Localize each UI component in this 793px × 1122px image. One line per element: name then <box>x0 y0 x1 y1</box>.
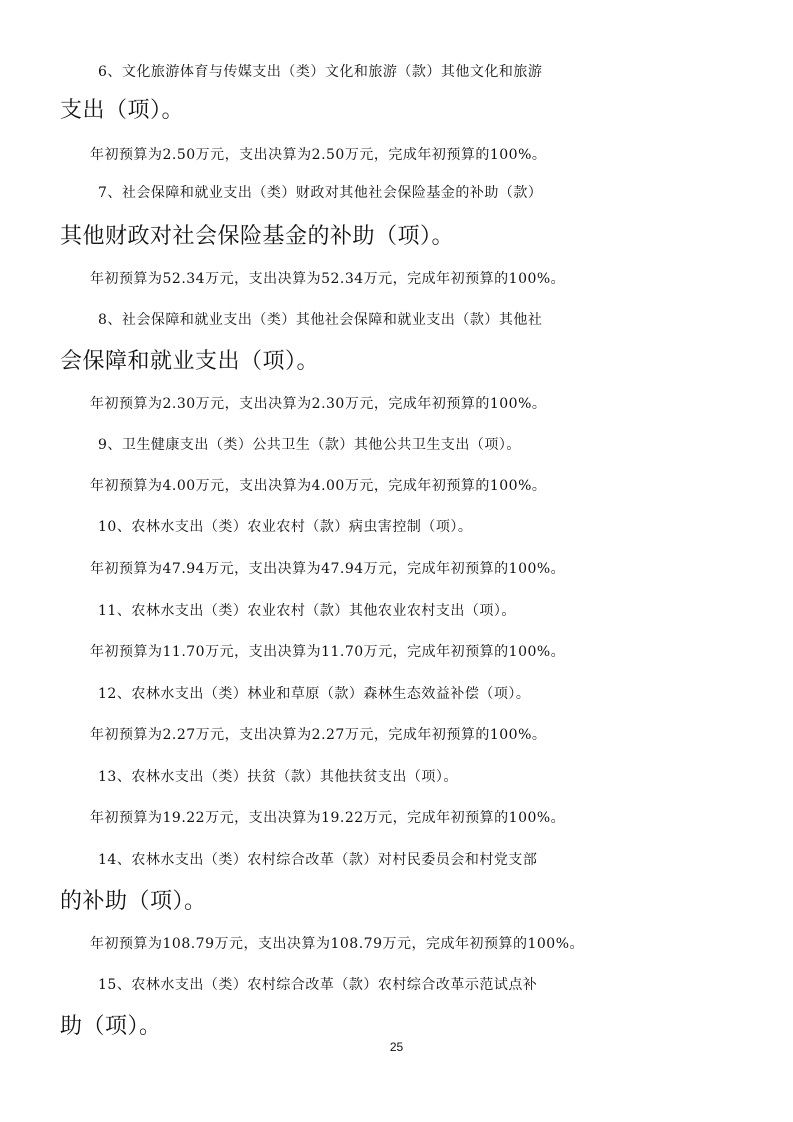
paragraph-line: 12、农林水支出（类）林业和草原（款）森林生态效益补偿（项）。 <box>98 686 531 702</box>
paragraph-line: 会保障和就业支出（项）。 <box>60 349 320 374</box>
paragraph-line: 年初预算为2.27万元，支出决算为2.27万元，完成年初预算的100%。 <box>90 727 547 743</box>
paragraph-line: 年初预算为108.79万元，支出决算为108.79万元，完成年初预算的100%。 <box>90 936 584 952</box>
paragraph-line: 年初预算为52.34万元，支出决算为52.34万元，完成年初预算的100%。 <box>90 271 566 287</box>
paragraph-line: 的补助（项）。 <box>60 889 207 914</box>
paragraph-line: 14、农林水支出（类）农村综合改革（款）对村民委员会和村党支部 <box>98 852 538 868</box>
paragraph-line: 年初预算为11.70万元，支出决算为11.70万元，完成年初预算的100%。 <box>90 644 566 660</box>
paragraph-line: 8、社会保障和就业支出（类）其他社会保障和就业支出（款）其他社 <box>98 312 543 328</box>
page-number: 25 <box>389 1040 404 1054</box>
paragraph-line: 13、农林水支出（类）扶贫（款）其他扶贫支出（项）。 <box>98 769 458 785</box>
paragraph-line: 15、农林水支出（类）农村综合改革（款）农村综合改革示范试点补 <box>98 977 538 993</box>
paragraph-line: 助（项）。 <box>60 1014 162 1039</box>
paragraph-line: 其他财政对社会保险基金的补助（项）。 <box>60 224 455 249</box>
paragraph-line: 年初预算为2.50万元，支出决算为2.50万元，完成年初预算的100%。 <box>90 147 547 163</box>
paragraph-line: 10、农林水支出（类）农业农村（款）病虫害控制（项）。 <box>98 519 473 535</box>
paragraph-line: 7、社会保障和就业支出（类）财政对其他社会保险基金的补助（款） <box>98 185 543 201</box>
paragraph-line: 支出（项）。 <box>60 98 185 123</box>
paragraph-line: 9、卫生健康支出（类）公共卫生（款）其他公共卫生支出（项）。 <box>98 437 521 453</box>
paragraph-line: 6、文化旅游体育与传媒支出（类）文化和旅游（款）其他文化和旅游 <box>98 64 543 80</box>
paragraph-line: 年初预算为4.00万元，支出决算为4.00万元，完成年初预算的100%。 <box>90 478 547 494</box>
paragraph-line: 年初预算为47.94万元，支出决算为47.94万元，完成年初预算的100%。 <box>90 561 566 577</box>
paragraph-line: 年初预算为19.22万元，支出决算为19.22万元，完成年初预算的100%。 <box>90 810 566 826</box>
paragraph-line: 11、农林水支出（类）农业农村（款）其他农业农村支出（项）。 <box>98 603 516 619</box>
paragraph-line: 年初预算为2.30万元，支出决算为2.30万元，完成年初预算的100%。 <box>90 396 547 412</box>
